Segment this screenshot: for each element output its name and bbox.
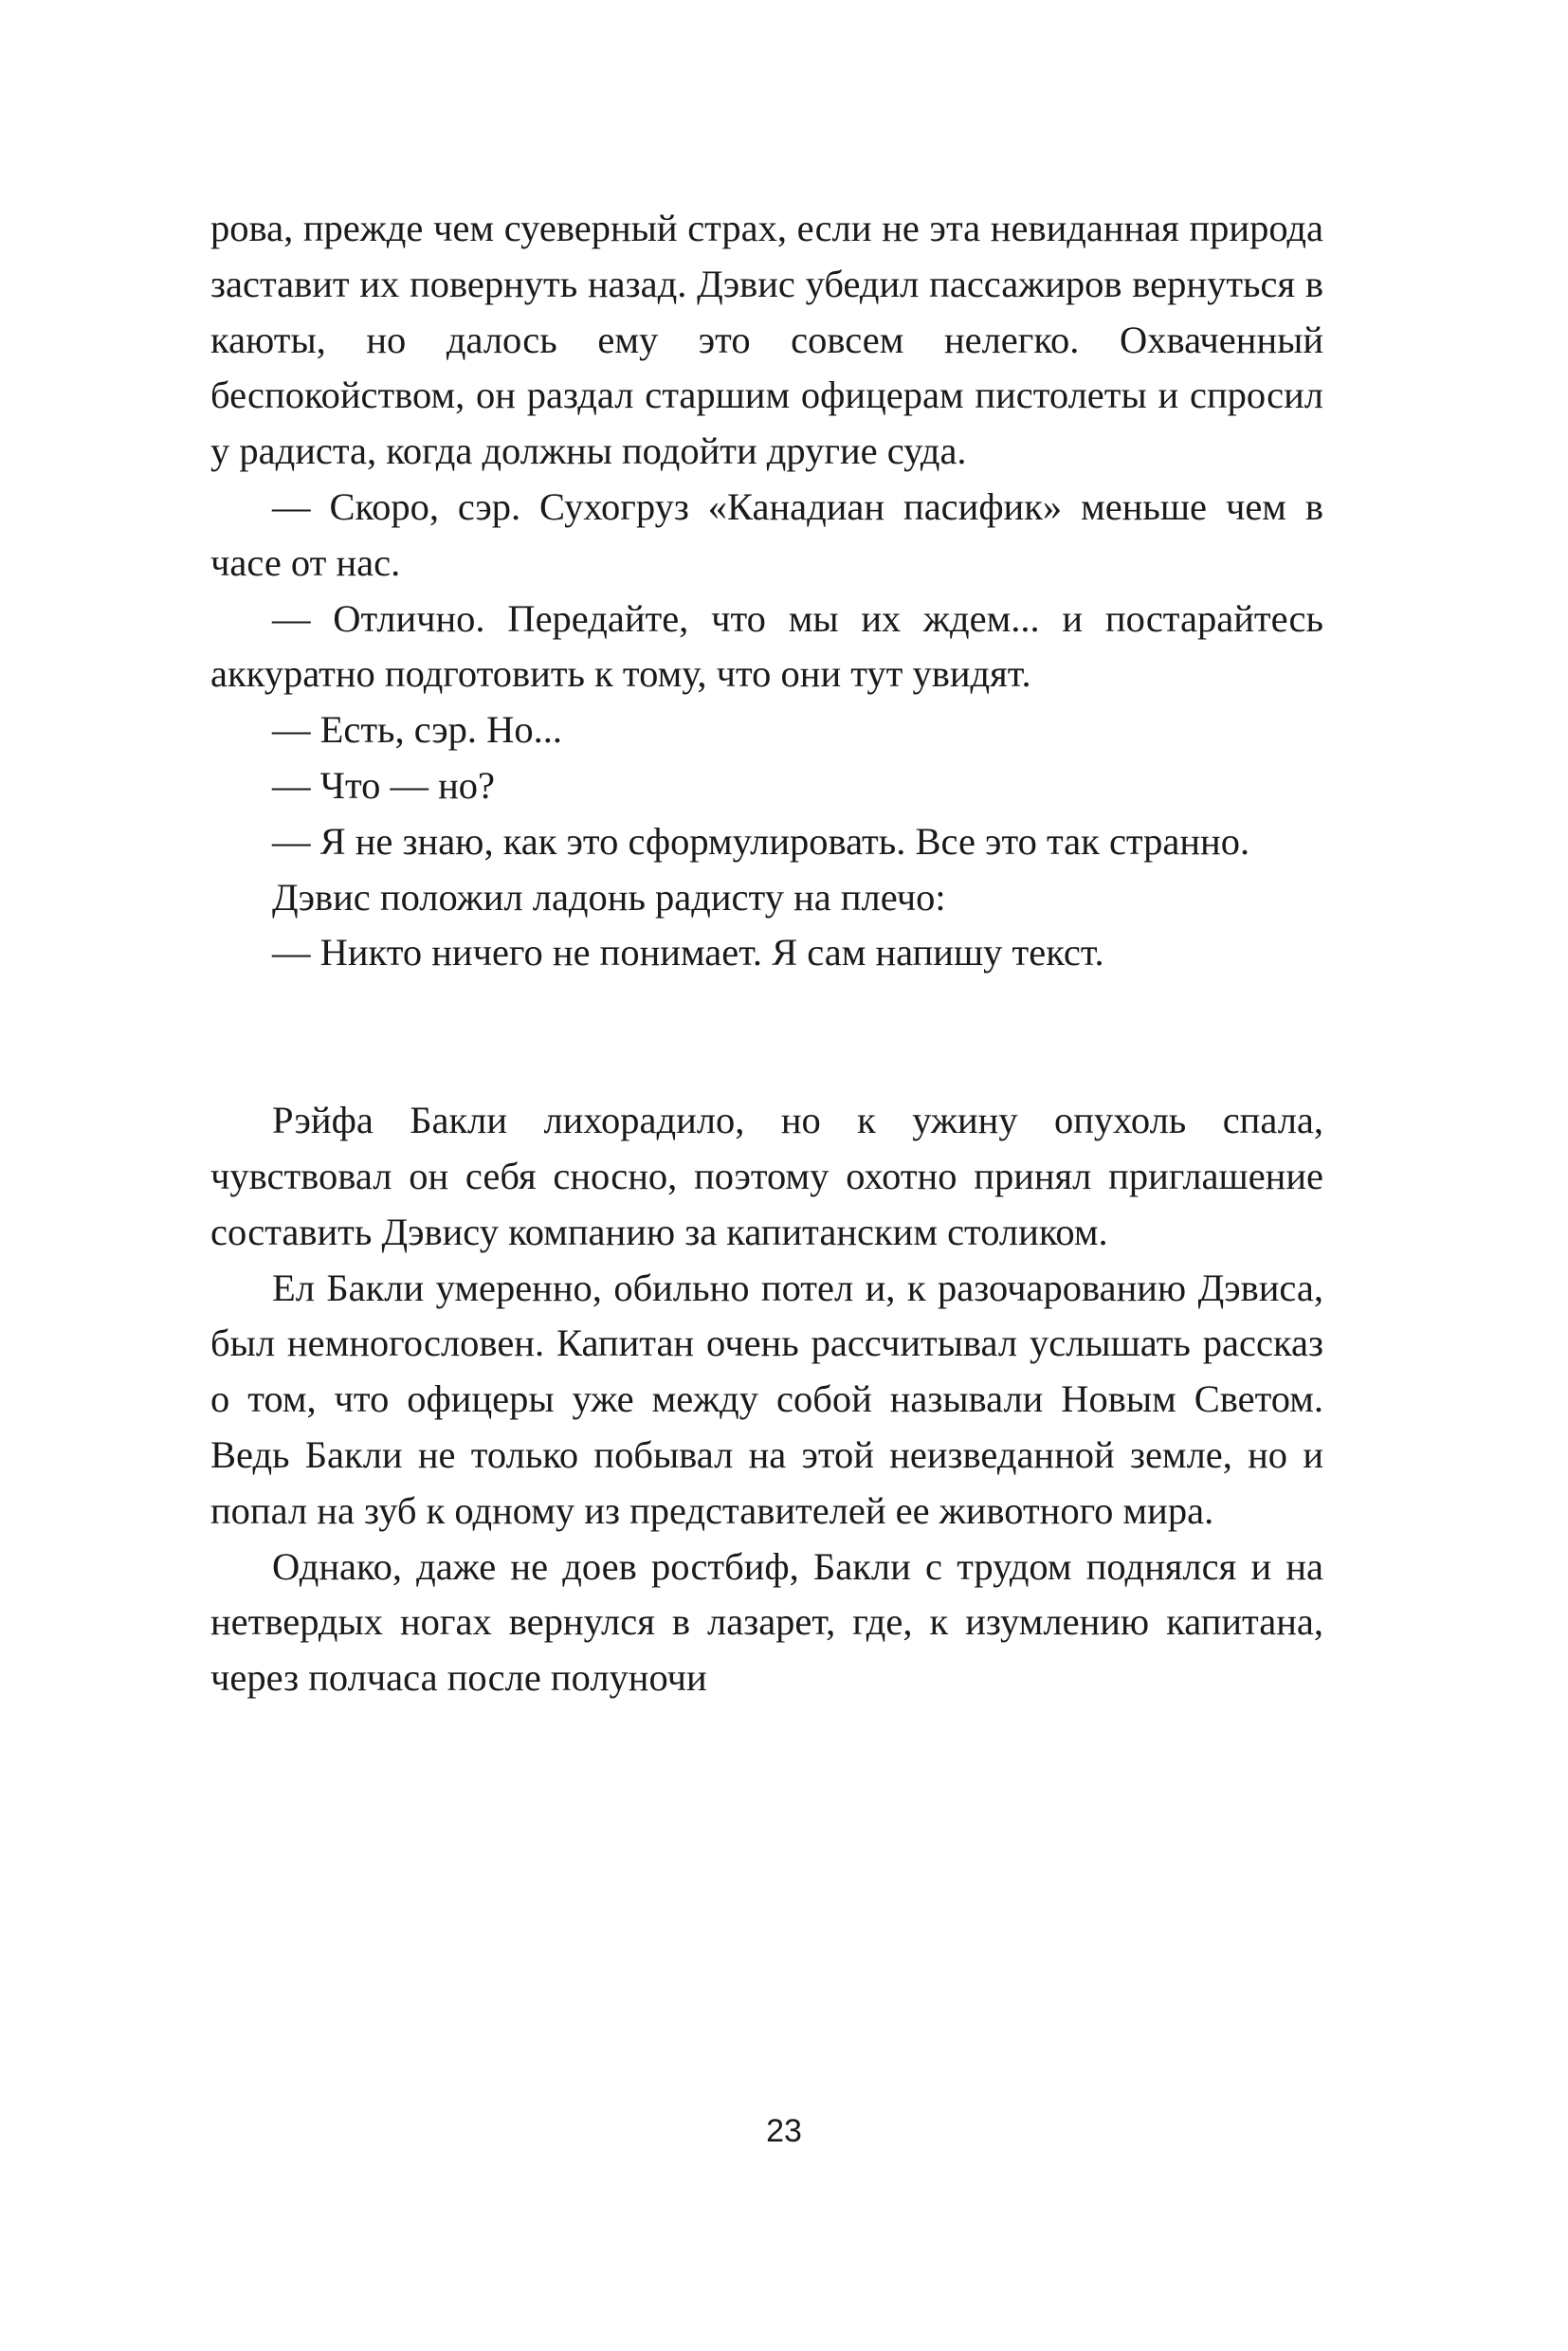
dialogue-line: — Никто ничего не понимает. Я сам напишу текст. xyxy=(272,931,1104,975)
dialogue-line: — Отлично. Передайте, что мы их ждем... и постарайтесь аккуратно подготовить к тому, что они тут увидят. xyxy=(210,596,1323,696)
dialogue-line: — Я не знаю, как это сформулировать. Все это так странно. xyxy=(272,819,1250,863)
paragraph: Ел Бакли умеренно, обильно потел и, к разочарованию Дэвиса, был немногословен. Капитан очень рассчитывал услышать рассказ о том, что офицеры уже между собой называли Новым Светом. Ведь Бакли не только побывал на этой неизведанной земле, но и попал на зуб к одному из представителей ее животного мира. xyxy=(210,1266,1323,1532)
dialogue-line: — Есть, сэр. Но... xyxy=(272,708,562,752)
page-number: 23 xyxy=(766,2113,802,2149)
paragraph: Однако, даже не доев ростбиф, Бакли с трудом поднялся и на нетвердых ногах вернулся в лазарет, где, к изумлению капитана, через полчаса после полуночи xyxy=(210,1544,1323,1700)
paragraph: Рэйфа Бакли лихорадило, но к ужину опухоль спала, чувствовал он себя сносно, поэтому охотно принял приглашение составить Дэвису компанию за капитанским столиком. xyxy=(210,1099,1323,1253)
paragraph: Дэвис положил ладонь радисту на плечо: xyxy=(272,875,946,919)
section-break xyxy=(210,981,1323,1093)
dialogue-line: — Скоро, сэр. Сухогруз «Канадиан пасифик» меньше чем в часе от нас. xyxy=(210,484,1323,584)
dialogue-line: — Что — но? xyxy=(272,763,496,807)
paragraph-continued: рова, прежде чем суеверный страх, если не эта невиданная природа заставит их повернуть назад. Дэвис убедил пассажиров вернуться в каюты, но далось ему это совсем нелегко. Охваченный беспокойством, он раздал старшим офицерам пистолеты и спросил у радиста, когда должны подойти другие суда. xyxy=(210,207,1323,473)
body-text xyxy=(210,201,1323,1706)
